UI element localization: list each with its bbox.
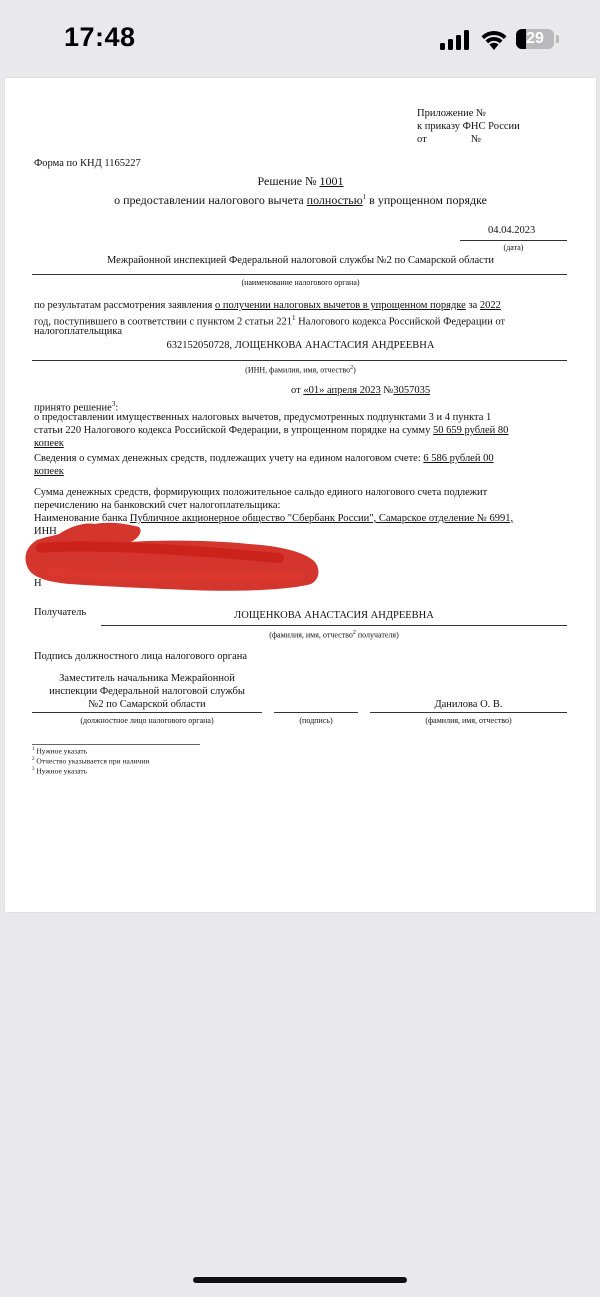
tax-authority-caption: (наименование налогового органа) bbox=[241, 278, 360, 287]
paragraph-4-line-2: перечислению на банковский счет налогоплательщика: bbox=[34, 500, 281, 511]
status-bar bbox=[0, 0, 600, 78]
paragraph-1-line-3: налогоплательщика bbox=[34, 326, 122, 337]
decision-label: принято решение$^3$: bbox=[34, 400, 119, 414]
taxpayer-info: 632152050728, ЛОЩЕНКОВА АНАСТАСИЯ АНДРЕЕВНА bbox=[166, 340, 435, 351]
inn-fragment: ИНН bbox=[34, 526, 57, 537]
taxpayer-caption: (ИНН, фамилия, имя, отчество$^2$) bbox=[245, 365, 356, 375]
paragraph-3-line-2: копеек bbox=[34, 466, 64, 477]
paragraph-2-line-3: копеек bbox=[34, 438, 64, 449]
official-position-line-1: Заместитель начальника Межрайонной bbox=[59, 673, 235, 684]
document-subtitle: о предоставлении налогового вычета полностью$^1$ в упрощенном порядке bbox=[114, 193, 487, 207]
recipient-caption: (фамилия, имя, отчество$^2$ получателя) bbox=[269, 630, 399, 640]
date-caption: (дата) bbox=[503, 243, 524, 252]
footnote-3: $^3$ Нужное указать bbox=[32, 766, 88, 776]
form-code: Форма по КНД 1165227 bbox=[34, 158, 141, 169]
wifi-icon bbox=[480, 28, 508, 50]
n-fragment: Н bbox=[34, 578, 42, 589]
home-indicator[interactable] bbox=[193, 1277, 407, 1283]
paragraph-1-line-2: год, поступившего в соответствии с пунктом 2 статьи $221^1$ Налогового кодекса Российской Федерации от bbox=[34, 314, 506, 328]
paragraph-1-line-1: по результатам рассмотрения заявления о получении налоговых вычетов в упрощенном порядке за 2022 bbox=[34, 300, 501, 311]
paragraph-2-line-2: статьи 220 Налогового кодекса Российской Федерации, в упрощенном порядке на сумму 50 659 рублей 80 bbox=[34, 425, 509, 436]
decision-date: 04.04.2023 bbox=[488, 225, 536, 236]
footnote-1: $^1$ Нужное указать bbox=[32, 746, 88, 756]
appendix-line-2: к приказу ФНС России bbox=[417, 121, 520, 132]
deduction-amount: 50 659 рублей 80 bbox=[432, 425, 509, 436]
appendix-line-1: Приложение № bbox=[417, 108, 486, 119]
application-date-number: от «01» апреля 2023 №3057035 bbox=[291, 385, 431, 396]
position-caption: (должностное лицо налогового органа) bbox=[80, 716, 214, 725]
ens-amount: 6 586 рублей 00 bbox=[423, 453, 494, 464]
footnote-2: $^2$ Отчество указывается при наличии bbox=[32, 756, 150, 766]
official-position-line-3: №2 по Самарской области bbox=[88, 699, 206, 710]
signature-heading: Подпись должностного лица налогового органа bbox=[34, 651, 248, 662]
appendix-line-3-from: от bbox=[417, 134, 427, 145]
battery-fill bbox=[516, 29, 526, 49]
cellular-signal-icon bbox=[440, 30, 470, 50]
official-name: Данилова О. В. bbox=[434, 699, 503, 710]
paragraph-3-line-1: Сведения о суммах денежных средств, подлежащих учету на едином налоговом счете: 6 586 рублей 00 bbox=[34, 453, 494, 464]
paragraph-4-line-1: Сумма денежных средств, формирующих положительное сальдо единого налогового счета подлежит bbox=[34, 487, 488, 498]
battery-tip bbox=[556, 35, 559, 43]
document-title: Решение № 1001 bbox=[257, 174, 344, 188]
decision-number: 1001 bbox=[319, 174, 344, 188]
tax-authority: Межрайонной инспекцией Федеральной налоговой службы №2 по Самарской области bbox=[106, 255, 495, 266]
appendix-line-3-number: № bbox=[471, 134, 482, 145]
bank-name-line: Наименование банка Публичное акционерное общество "Сбербанк России", Самарское отделение № 6991, bbox=[34, 513, 514, 524]
document-page bbox=[5, 78, 596, 912]
recipient-label: Получатель bbox=[34, 607, 87, 618]
paragraph-2-line-1: о предоставлении имущественных налоговых вычетов, предусмотренных подпунктами 3 и 4 пункта 1 bbox=[34, 412, 492, 423]
official-position-line-2: инспекции Федеральной налоговой службы bbox=[49, 686, 245, 697]
name-caption: (фамилия, имя, отчество) bbox=[425, 716, 512, 725]
battery-level: 29 bbox=[526, 30, 544, 47]
signature-caption: (подпись) bbox=[299, 716, 333, 725]
recipient-name: ЛОЩЕНКОВА АНАСТАСИЯ АНДРЕЕВНА bbox=[234, 610, 434, 621]
red-marker-redaction bbox=[19, 518, 325, 604]
clock: 17:48 bbox=[64, 22, 136, 52]
